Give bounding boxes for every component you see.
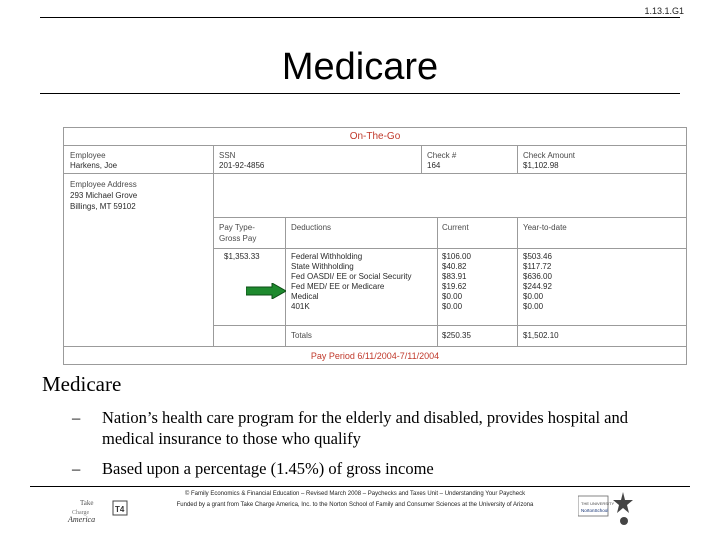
- deduction-current: $40.82: [442, 262, 467, 271]
- stub-divider: [213, 248, 686, 249]
- deduction-current: $0.00: [442, 302, 463, 311]
- ssn-value: 201-92-4856: [219, 161, 265, 170]
- stub-divider: [517, 217, 518, 346]
- totals-ytd: $1,502.10: [523, 331, 559, 340]
- deduction-ytd: $0.00: [523, 302, 544, 311]
- svg-text:T4: T4: [115, 505, 125, 514]
- stub-divider: [213, 325, 686, 326]
- svg-text:THE UNIVERSITY: THE UNIVERSITY: [581, 501, 615, 506]
- deduction-current-values: [442, 252, 471, 312]
- stub-divider: [517, 145, 518, 173]
- check-number-label: Check #: [427, 151, 457, 160]
- deduction-current: $0.00: [442, 292, 463, 301]
- deduction-name: Fed OASDI/ EE or Social Security: [291, 272, 412, 281]
- pay-type-label: Pay Type-: [219, 223, 255, 232]
- deduction-ytd-values: [523, 252, 552, 312]
- pay-stub-company: On-The-Go: [64, 128, 686, 146]
- arrow-right-icon: [246, 283, 286, 299]
- stub-divider: [421, 145, 422, 173]
- stub-divider: [64, 346, 686, 347]
- slide-number: 1.13.1.G1: [644, 6, 684, 16]
- ssn-label: SSN: [219, 151, 236, 160]
- check-amount-label: Check Amount: [523, 151, 576, 160]
- deduction-name: State Withholding: [291, 262, 354, 271]
- pay-period: Pay Period 6/11/2004-7/11/2004: [310, 351, 440, 361]
- deduction-ytd: $503.46: [523, 252, 552, 261]
- svg-text:Charge: Charge: [72, 510, 90, 516]
- deduction-ytd: $117.72: [523, 262, 552, 271]
- deduction-name: Fed MED/ EE or Medicare: [291, 282, 385, 291]
- deduction-current: $19.62: [442, 282, 467, 291]
- deduction-name: Federal Withholding: [291, 252, 363, 261]
- address-line1: 293 Michael Grove: [70, 191, 138, 200]
- bullet-dash: –: [72, 459, 81, 478]
- university-of-arizona-norton-school-logo: [578, 488, 638, 530]
- sub-bullet-text: Nation’s health care program for the elderly and disabled, provides hospital and medical insurance to those who qualify: [102, 408, 629, 448]
- bullet-dash: –: [72, 408, 81, 427]
- deduction-ytd: $636.00: [523, 272, 552, 281]
- stub-divider: [213, 217, 686, 218]
- ytd-label: Year-to-date: [523, 223, 567, 232]
- gross-pay-value: $1,353.33: [224, 252, 260, 261]
- svg-text:America: America: [68, 515, 96, 524]
- footer: [120, 489, 590, 511]
- check-number-value: 164: [427, 161, 441, 170]
- deduction-names: [291, 252, 412, 312]
- address-line2: Billings, MT 59102: [70, 202, 136, 211]
- footer-line-1: © Family Economics & Financial Education – Revised March 2008 – Paychecks and Taxes Unit – Understanding Your Paycheck: [184, 491, 526, 497]
- stub-divider: [437, 217, 438, 346]
- stub-divider: [285, 217, 286, 346]
- deduction-current: $83.91: [442, 272, 467, 281]
- sub-bullet-text: Based upon a percentage (1.45%) of gross income: [102, 459, 434, 478]
- stub-divider: [213, 145, 214, 346]
- employee-label: Employee: [70, 151, 106, 160]
- deduction-ytd: $244.92: [523, 282, 552, 291]
- bullet-main: Medicare: [42, 372, 122, 396]
- title-rule: [40, 93, 680, 94]
- deduction-ytd: $0.00: [523, 292, 544, 301]
- gross-pay-label: Gross Pay: [219, 234, 257, 243]
- deduction-name: 401K: [291, 302, 310, 311]
- pay-stub: [63, 127, 687, 365]
- totals-current: $250.35: [442, 331, 471, 340]
- bottom-rule: [30, 486, 690, 487]
- take-charge-america-logo: [66, 495, 136, 525]
- deductions-label: Deductions: [291, 223, 332, 232]
- svg-text:NortonSchool: NortonSchool: [581, 508, 609, 513]
- current-label: Current: [442, 223, 469, 232]
- employee-value: Harkens, Joe: [70, 161, 118, 170]
- check-amount-value: $1,102.98: [523, 161, 559, 170]
- address-label: Employee Address: [70, 180, 137, 189]
- footer-line-2: Funded by a grant from Take Charge America, Inc. to the Norton School of Family and Consumer Sciences at the University of Arizona: [176, 502, 534, 508]
- stub-divider: [64, 173, 686, 174]
- svg-text:Take: Take: [80, 499, 94, 507]
- deduction-current: $106.00: [442, 252, 471, 261]
- top-rule: [40, 17, 680, 18]
- slide-title: Medicare: [281, 46, 439, 88]
- totals-label: Totals: [291, 331, 312, 340]
- deduction-name: Medical: [291, 292, 319, 301]
